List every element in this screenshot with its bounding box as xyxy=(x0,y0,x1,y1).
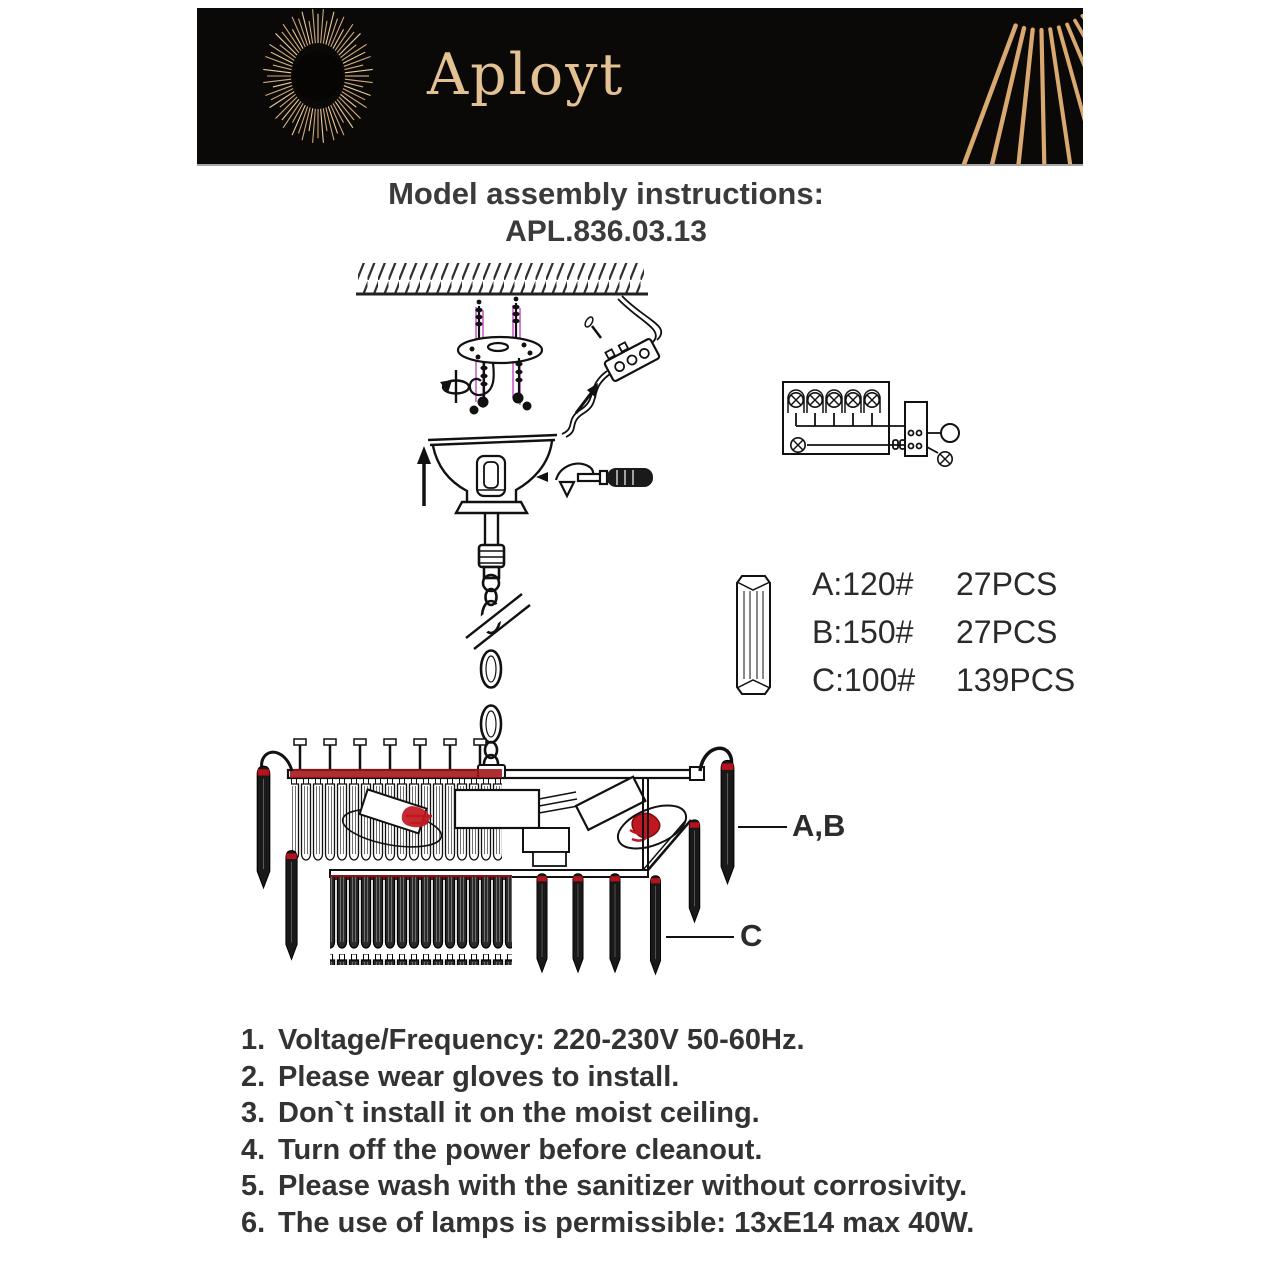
part-row xyxy=(812,566,1068,614)
part-size: C:100# xyxy=(812,662,916,698)
socket-wires xyxy=(539,792,578,813)
instruction-text: Voltage/Frequency: 220-230V 50-60Hz. xyxy=(278,1024,805,1056)
title-block xyxy=(0,174,1212,251)
rotation-arrow-icon xyxy=(440,370,469,403)
instruction-item xyxy=(241,1132,1081,1169)
part-qty: 27PCS xyxy=(956,566,1058,602)
part-size: A:120# xyxy=(812,566,914,602)
parts-table xyxy=(812,566,1076,710)
part-qty: 139PCS xyxy=(956,662,1076,698)
switch-symbol xyxy=(941,424,959,442)
part-qty: 27PCS xyxy=(956,614,1058,650)
part-row xyxy=(812,614,1068,662)
starburst-center xyxy=(293,51,343,101)
center-box xyxy=(455,790,539,828)
instruction-number: 6. xyxy=(241,1206,266,1239)
instruction-text: Turn off the power before cleanout. xyxy=(278,1133,763,1166)
instructions-list xyxy=(241,1022,1081,1241)
pendant-crystal xyxy=(689,820,700,922)
instruction-text: The use of lamps is permissible: 13xE14 max 40W. xyxy=(278,1206,975,1239)
ceiling-wires xyxy=(562,296,661,437)
instruction-item xyxy=(241,1059,1081,1096)
brand-banner xyxy=(197,8,1083,166)
model-number: APL.836.03.13 xyxy=(505,215,707,248)
label-pendant-c: C xyxy=(740,918,763,953)
banner-rays-decoration xyxy=(859,8,1083,164)
pendant-crystal xyxy=(650,876,660,975)
wiring-schematic xyxy=(783,382,959,466)
pendant-crystal xyxy=(610,874,620,973)
instruction-item xyxy=(241,1205,1081,1242)
crystal-stems xyxy=(294,739,486,769)
crystal-sample xyxy=(737,576,770,694)
pendant-crystal xyxy=(573,874,583,973)
crystal-rods-tier2 xyxy=(330,877,512,965)
instruction-item xyxy=(241,1095,1081,1132)
instruction-number: 2. xyxy=(241,1060,266,1093)
label-pendant-ab: A,B xyxy=(792,808,846,843)
mounting-plate-assembly xyxy=(458,297,542,415)
part-row xyxy=(812,662,1076,710)
pendant-crystal xyxy=(286,851,297,960)
red-trim-band xyxy=(290,769,502,778)
pendant-crystal xyxy=(257,766,270,888)
instruction-item xyxy=(241,1022,1081,1059)
instruction-number: 4. xyxy=(241,1133,266,1166)
part-size: B:150# xyxy=(812,614,914,650)
instruction-number: 3. xyxy=(241,1097,266,1129)
suspension-chain xyxy=(460,545,530,773)
right-bulb xyxy=(630,813,660,840)
instruction-text: Don`t install it on the moist ceiling. xyxy=(278,1097,760,1129)
chandelier-body xyxy=(257,739,787,974)
banner-decor xyxy=(197,8,1083,164)
assembly-diagram xyxy=(0,250,1280,990)
pendant-crystal-ab xyxy=(721,760,734,883)
pendant-crystal xyxy=(537,874,547,973)
instruction-text: Please wash with the sanitizer without corrosivity. xyxy=(278,1170,968,1202)
screwdriver-icon xyxy=(536,464,653,496)
install-arrow-icon xyxy=(417,446,431,506)
instruction-item xyxy=(241,1168,1081,1205)
instruction-number: 5. xyxy=(241,1170,266,1202)
lower-screws xyxy=(470,358,532,415)
instruction-number: 1. xyxy=(241,1024,266,1056)
ceiling-hatch xyxy=(356,263,648,294)
page-title: Model assembly instructions: xyxy=(388,176,824,211)
brand-name: Aployt xyxy=(427,42,625,108)
canopy xyxy=(428,435,557,544)
instruction-text: Please wear gloves to install. xyxy=(278,1060,680,1093)
